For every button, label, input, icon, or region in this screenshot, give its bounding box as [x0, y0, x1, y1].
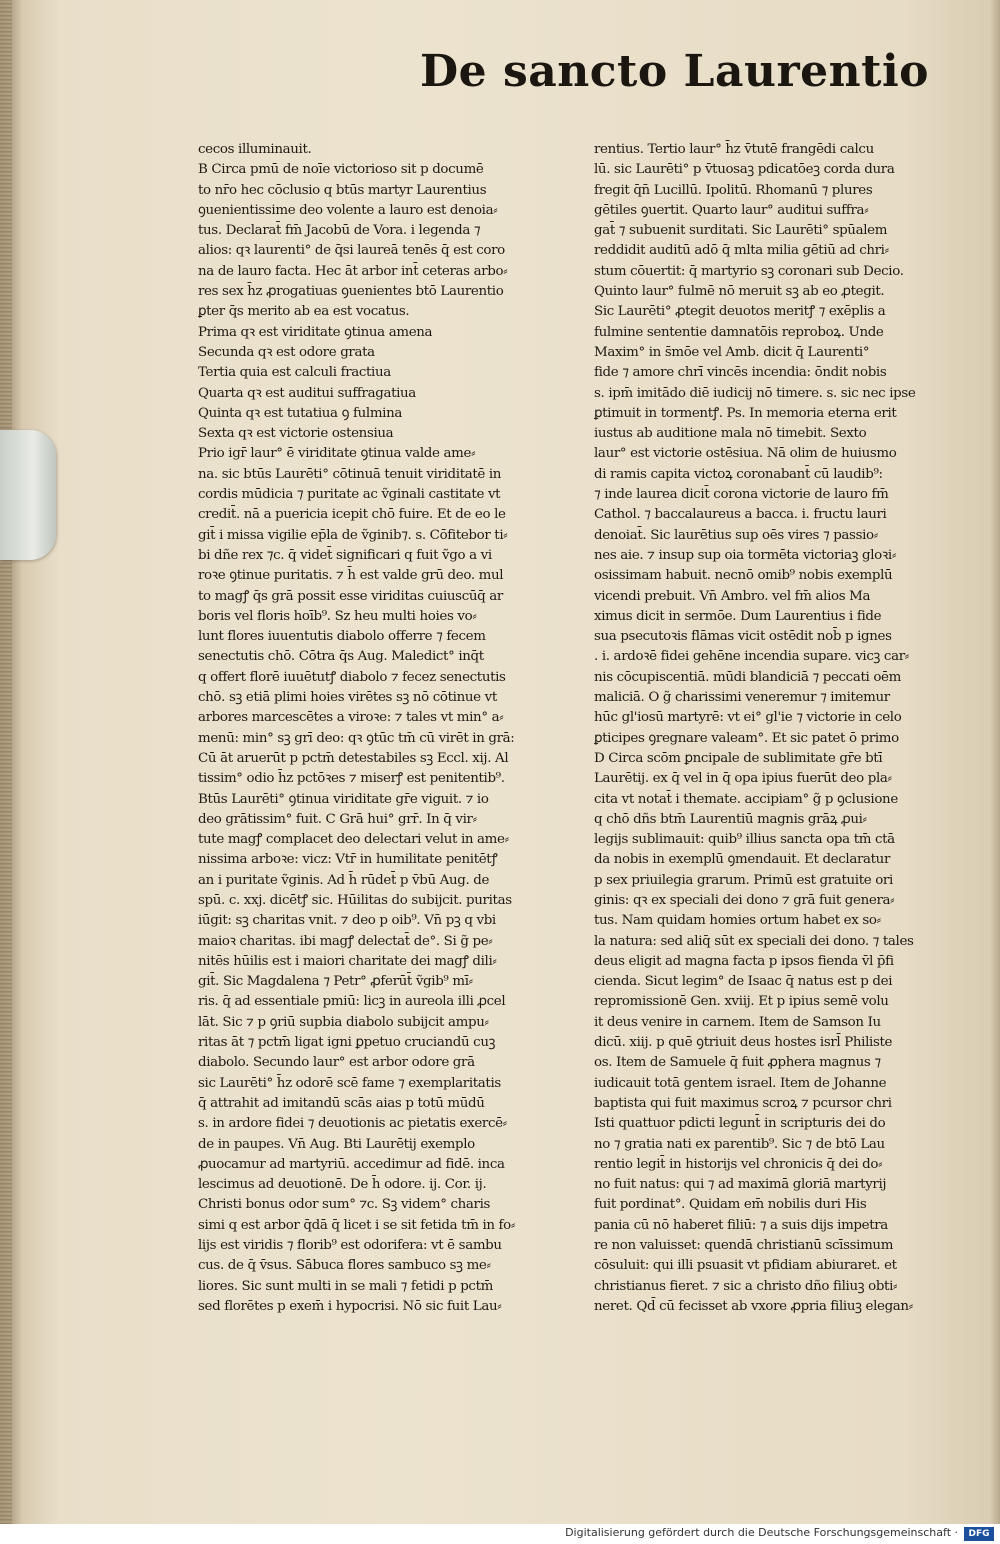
text-line: alios: qꝛ laurenti° de q̄si laureā tenēs q̄ est coro	[198, 243, 505, 259]
text-line: lijs est viridis ⁊ florib⁹ est odorifera: vt ē sambu	[198, 1238, 502, 1254]
text-line: to magꝭ q̄s grā possit esse viriditas cuiuscūq̄ ar	[198, 588, 503, 604]
text-line: Cathol. ⁊ baccalaureus a bacca. i. fructu lauri	[594, 507, 887, 523]
text-line: ginis: qꝛ ex speciali dei dono ⁊ grā fuit genera⸗	[594, 892, 895, 908]
text-line: sed florētes p exem̄ i hypocrisi. Nō sic fuit Lau⸗	[198, 1298, 502, 1314]
text-line: fuit pordinat°. Quidam em̄ nobilis duri His	[594, 1197, 867, 1213]
text-line: na de lauro facta. Hec āt arbor int̄ ceteras arbo⸗	[198, 263, 508, 279]
text-line: gētiles ꝯuertit. Quarto laur° auditui suffra⸗	[594, 202, 869, 218]
text-line: christianus fieret. ⁊ sic a christo dño filiuꝫ obti⸗	[594, 1278, 898, 1294]
text-line: vicendi prebuit. Vn̄ Ambro. vel fm̄ alios Ma	[594, 588, 871, 604]
text-line: maliciā. O g̃ charissimi veneremur ⁊ imitemur	[594, 690, 890, 706]
page-title: De sancto Laurentio	[420, 46, 930, 97]
footer-bar	[0, 1524, 1000, 1544]
text-line: de in paupes. Vn̄ Aug. Bti Laurētij exemplo	[198, 1136, 475, 1152]
text-line: menū: min° sꝫ grī deo: qꝛ ꝯtūc tm̄ cū virēt in grā:	[198, 730, 515, 746]
text-line: hūc gl'iosū martyrē: vt ei° gl'ie ⁊ victorie in celo	[594, 710, 902, 726]
text-line: Btūs Laurēti° ꝯtinua viriditate gr̄e viguit. ⁊ io	[198, 791, 489, 807]
text-line: ꝯuenientissime deo volente a lauro est denoia⸗	[198, 202, 498, 218]
text-line: lunt flores iuuentutis diabolo offerre ⁊ fecem	[198, 629, 486, 645]
text-line: no ⁊ gratia nati ex parentib⁹. Sic ⁊ de btō Lau	[594, 1136, 885, 1152]
text-line: lescimus ad deuotionē. De h̄ odore. ij. Cor. ij.	[198, 1177, 487, 1193]
text-line: lū. sic Laurēti° p v̄tuosaꝫ pdicatōeꝫ corda dura	[594, 162, 895, 178]
text-line: legijs sublimauit: quib⁹ illius sancta opa tm̄ ctā	[594, 832, 895, 848]
text-line: chō. sꝫ etiā plimi hoies virētes sꝫ nō cōtinue vt	[198, 690, 497, 706]
text-line: iustus ab auditione mala nō timebit. Sexto	[594, 426, 867, 442]
text-line: Quarta qꝛ est auditui suffragatiua	[198, 385, 416, 401]
text-line: cōsuluit: qui illi psuasit vt pfidiam abiuraret. et	[594, 1258, 897, 1274]
text-line: dicū. xiij. p quē ꝯtriuit deus hostes isrl̄ Philiste	[594, 1035, 893, 1051]
text-line: Sexta qꝛ est victorie ostensiua	[198, 426, 394, 442]
text-line: an i puritate ṽginis. Ad h̄ rūdet̄ p v̄bū Aug. de	[198, 872, 490, 888]
text-line: pania cū nō haberet filiū: ⁊ a suis dijs impetra	[594, 1217, 888, 1233]
text-line: osissimam habuit. necnō omib⁹ nobis exemplū	[594, 568, 893, 584]
text-line: deo grātissim° fuit. C Grā hui° grr̄. In q̄ vir⸗	[198, 811, 477, 827]
text-line: cecos illuminauit.	[198, 142, 312, 157]
text-line: reddidit auditū adō q̄ mlta milia gētiū ad chri⸗	[594, 243, 889, 259]
text-line: Quinto laur° fulmē nō meruit sꝫ ab eo ꝓtegit.	[594, 284, 885, 300]
text-line: q offert florē iuuētutꝭ diabolo ⁊ fecez senectutis	[198, 669, 506, 685]
text-line: p sex priuilegia grarum. Primū est gratuite ori	[594, 872, 893, 888]
page-edge	[0, 0, 12, 1524]
text-line: stum cōuertit: q̄ martyrio sꝫ coronari sub Decio.	[594, 263, 904, 279]
text-line: baptista qui fuit maximus scroꝝ ⁊ pcursor chri	[594, 1095, 892, 1111]
text-line: Quinta qꝛ est tutatiua ꝯ fulmina	[198, 405, 403, 421]
text-line: ⁊ inde laurea dicit̄ corona victorie de lauro fm̄	[594, 487, 889, 503]
text-line: Maxim° in s̄mōe vel Amb. dicit q̄ Laurenti°	[594, 344, 870, 360]
text-line: senectutis chō. Cōtra q̄s Aug. Maledict° inq̄t	[198, 649, 484, 665]
text-line: iudicauit totā gentem israel. Item de Johanne	[594, 1075, 887, 1091]
text-line: Christi bonus odor sum° ⁊c. Sꝫ videm° charis	[198, 1197, 491, 1213]
text-line: gat̄ ⁊ subuenit surditati. Sic Laurēti° spūalem	[594, 223, 888, 239]
text-line: spū. c. xxj. dicētꝭ sic. Hūilitas do subijcit. puritas	[198, 892, 512, 908]
text-line: fulmine sententie damnatōis reproboꝝ. Unde	[594, 324, 884, 340]
text-line: ritas āt ⁊ pctm̄ ligat igni ꝑpetuo cruciandū cuꝫ	[198, 1035, 496, 1051]
text-line: rentius. Tertio laur° h̄z v̄tutē frangēdi calcu	[594, 142, 874, 157]
text-line: cienda. Sicut legim° de Isaac q̄ natus est p dei	[594, 974, 893, 990]
text-line: D Circa scōm ꝑncipale de sublimitate gr̄e btī	[594, 750, 883, 766]
text-line: bi dñe rex ⁊c. q̄ videt̄ significari q fuit ṽgo a vi	[198, 547, 492, 563]
text-line: tute magꝭ complacet deo delectari velut in ame⸗	[198, 832, 509, 848]
text-line: Prima qꝛ est viriditate ꝯtinua amena	[198, 324, 433, 340]
text-line: it deus venire in carnem. Item de Samson Iu	[594, 1014, 881, 1030]
text-line: nitēs hūilis est i maiori charitate dei magꝭ dili⸗	[198, 953, 497, 969]
text-line: Tertia quia est calculi fractiua	[198, 365, 391, 381]
text-line: na. sic btūs Laurēti° cōtinuā tenuit viriditatē in	[198, 466, 502, 482]
text-line: q chō dñs btm̄ Laurentiū magnis grāꝝ ꝓui⸗	[594, 811, 867, 827]
text-line: tus. Declarat̄ fm̄ Jacobū de Vora. i legenda ⁊	[198, 223, 481, 239]
text-line: . i. ardoꝛē fidei gehēne incendia supare. vicꝫ car⸗	[594, 649, 909, 665]
text-line: Cū āt aruerūt p pctm̄ detestabiles sꝫ Eccl. xij. Al	[198, 750, 509, 766]
text-line: tus. Nam quidam homies ortum habet ex so⸗	[594, 913, 881, 929]
dfg-credit: Digitalisierung gefördert durch die Deutsche Forschungsgemeinschaft ·	[565, 1526, 958, 1539]
text-line: Laurētij. ex q̄ vel in q̄ opa ipius fuerūt deo pla⸗	[594, 771, 892, 787]
text-line: denoiat̄. Sic laurētius sup oēs vires ⁊ passio⸗	[594, 527, 878, 543]
text-line: to nr̄o hec cōclusio q btūs martyr Laurentius	[198, 182, 487, 198]
text-line: tissim° odio h̄z pctōꝛes ⁊ miserꝭ est penitentib⁹.	[198, 771, 505, 787]
right-column	[594, 140, 960, 1317]
dfg-logo: DFG	[964, 1527, 994, 1541]
text-line: s. in ardore fidei ⁊ deuotionis ac pietatis exercē⸗	[198, 1116, 507, 1132]
text-line: re non valuisset: quendā christianū scīssimum	[594, 1238, 894, 1254]
text-line: res sex h̄z ꝓrogatiuas ꝯuenientes btō Laurentio	[198, 284, 504, 300]
text-line: git̄ i missa vigilie ep̄la de ṽginib⁊. s. Cōfitebor ti⸗	[198, 527, 508, 543]
text-line: B Circa pmū de noīe victorioso sit p documē	[198, 162, 484, 178]
text-line: credit̄. nā a puericia icepit chō fuire. Et de eo le	[198, 507, 506, 523]
text-line: s. ipm̄ imitādo diē iudicij nō timere. s. sic nec ipse	[594, 385, 916, 401]
text-line: roꝛe ꝯtinue puritatis. ⁊ h̄ est valde grū deo. mul	[198, 568, 504, 584]
text-line: repromissionē Gen. xviij. Et p ipius semē volu	[594, 994, 889, 1010]
text-line: deus eligit ad magna facta p ipsos fienda v̄l p̄fi	[594, 953, 894, 969]
text-line: neret. Qd̄ cū fecisset ab vxore ꝓpria filiuꝫ elegan⸗	[594, 1298, 913, 1314]
text-line: cordis mūdicia ⁊ puritate ac ṽginali castitate vt	[198, 487, 501, 503]
text-line: sic Laurēti° h̄z odorē scē fame ⁊ exemplaritatis	[198, 1075, 501, 1091]
text-line: Isti quattuor pdicti legunt̄ in scripturis dei do	[594, 1116, 886, 1132]
left-column	[198, 140, 580, 1317]
text-line: ꝑter q̄s merito ab ea est vocatus.	[198, 304, 410, 320]
text-line: arbores marcescētes a viroꝛe: ⁊ tales vt min° a⸗	[198, 710, 504, 726]
text-line: rentio legit̄ in historijs vel chronicis q̄ dei do⸗	[594, 1156, 883, 1172]
text-line: ris. q̄ ad essentiale pmiū: licꝫ in aureola illi ꝓcel	[198, 994, 506, 1010]
text-line: la natura: sed aliq̄ sūt ex speciali dei dono. ⁊ tales	[594, 933, 914, 949]
text-line: nissima arboꝛe: vicz: Vtr̄ in humilitate penitētꝭ	[198, 852, 498, 868]
text-line: laur° est victorie ostēsiua. Nā olim de huiusmo	[594, 446, 897, 462]
text-line: Sic Laurēti° ꝓtegit deuotos meritꝭ ⁊ exēplis a	[594, 304, 886, 320]
text-line: Prio igr̄ laur° ē viriditate ꝯtinua valde ame⸗	[198, 446, 476, 462]
text-line: fregit q̄n̄ Lucillū. Ipolitū. Rhomanū ⁊ plures	[594, 182, 873, 198]
text-line: no fuit natus: qui ⁊ ad maximā gloriā martyrij	[594, 1177, 887, 1193]
text-line: cita vt notat̄ i themate. accipiam° g̃ p ꝯclusione	[594, 791, 898, 807]
text-line: nis cōcupiscentiā. mūdi blandiciā ⁊ peccati oēm	[594, 669, 901, 685]
text-line: di ramis capita victoꝝ coronabant̄ cū laudib⁹:	[594, 466, 883, 482]
text-line: sua psecutoꝛis flāmas vicit ostēdit nob̄ p ignes	[594, 629, 892, 645]
text-line: liores. Sic sunt multi in se mali ⁊ fetidi p pctm̄	[198, 1278, 493, 1294]
text-line: os. Item de Samuele q̄ fuit ꝓphera magnus ⁊	[594, 1055, 881, 1071]
text-line: maioꝛ charitas. ibi magꝭ delectat̄ de°. Si g̃ pe⸗	[198, 933, 493, 949]
text-line: git̄. Sic Magdalena ⁊ Petr° ꝓferūt̄ ṽgib⁹ mī⸗	[198, 974, 473, 990]
text-line: ꝓuocamur ad martyriū. accedimur ad fidē. inca	[198, 1156, 505, 1172]
text-line: simi q est arbor q̄dā q̄ licet i se sit fetida tm̄ in fo⸗	[198, 1217, 515, 1233]
page-clip	[0, 430, 56, 560]
text-line: ꝑtimuit in tormentꝭ. Ps. In memoria eterna erit	[594, 405, 897, 421]
text-line: Secunda qꝛ est odore grata	[198, 344, 375, 360]
text-line: lāt. Sic ⁊ p ꝯriū supbia diabolo subijcit ampu⸗	[198, 1014, 489, 1030]
text-line: ximus dicit in sermōe. Dum Laurentius i fide	[594, 608, 882, 624]
text-line: diabolo. Secundo laur° est arbor odore grā	[198, 1055, 475, 1071]
text-line: q̄ attrahit ad imitandū scās aias p totū mūdū	[198, 1095, 485, 1111]
text-line: ꝑticipes ꝯregnare valeam°. Et sic patet ō primo	[594, 730, 899, 746]
text-line: boris vel floris hoīb⁹. Sz heu multi hoies vo⸗	[198, 608, 477, 624]
text-line: fide ⁊ amore chrī vincēs incendia: ōndit nobis	[594, 365, 887, 381]
text-line: nes aie. ⁊ insup sup oia tormēta victoriaꝫ gloꝛi⸗	[594, 547, 896, 563]
text-line: iūgit: sꝫ charitas vnit. ⁊ deo p oib⁹. Vn̄ pꝫ q vbi	[198, 913, 496, 929]
text-line: da nobis in exemplū ꝯmendauit. Et declaratur	[594, 852, 891, 868]
text-line: cus. de q̄ v̄sus. Sābuca flores sambuco sꝫ me⸗	[198, 1258, 491, 1274]
